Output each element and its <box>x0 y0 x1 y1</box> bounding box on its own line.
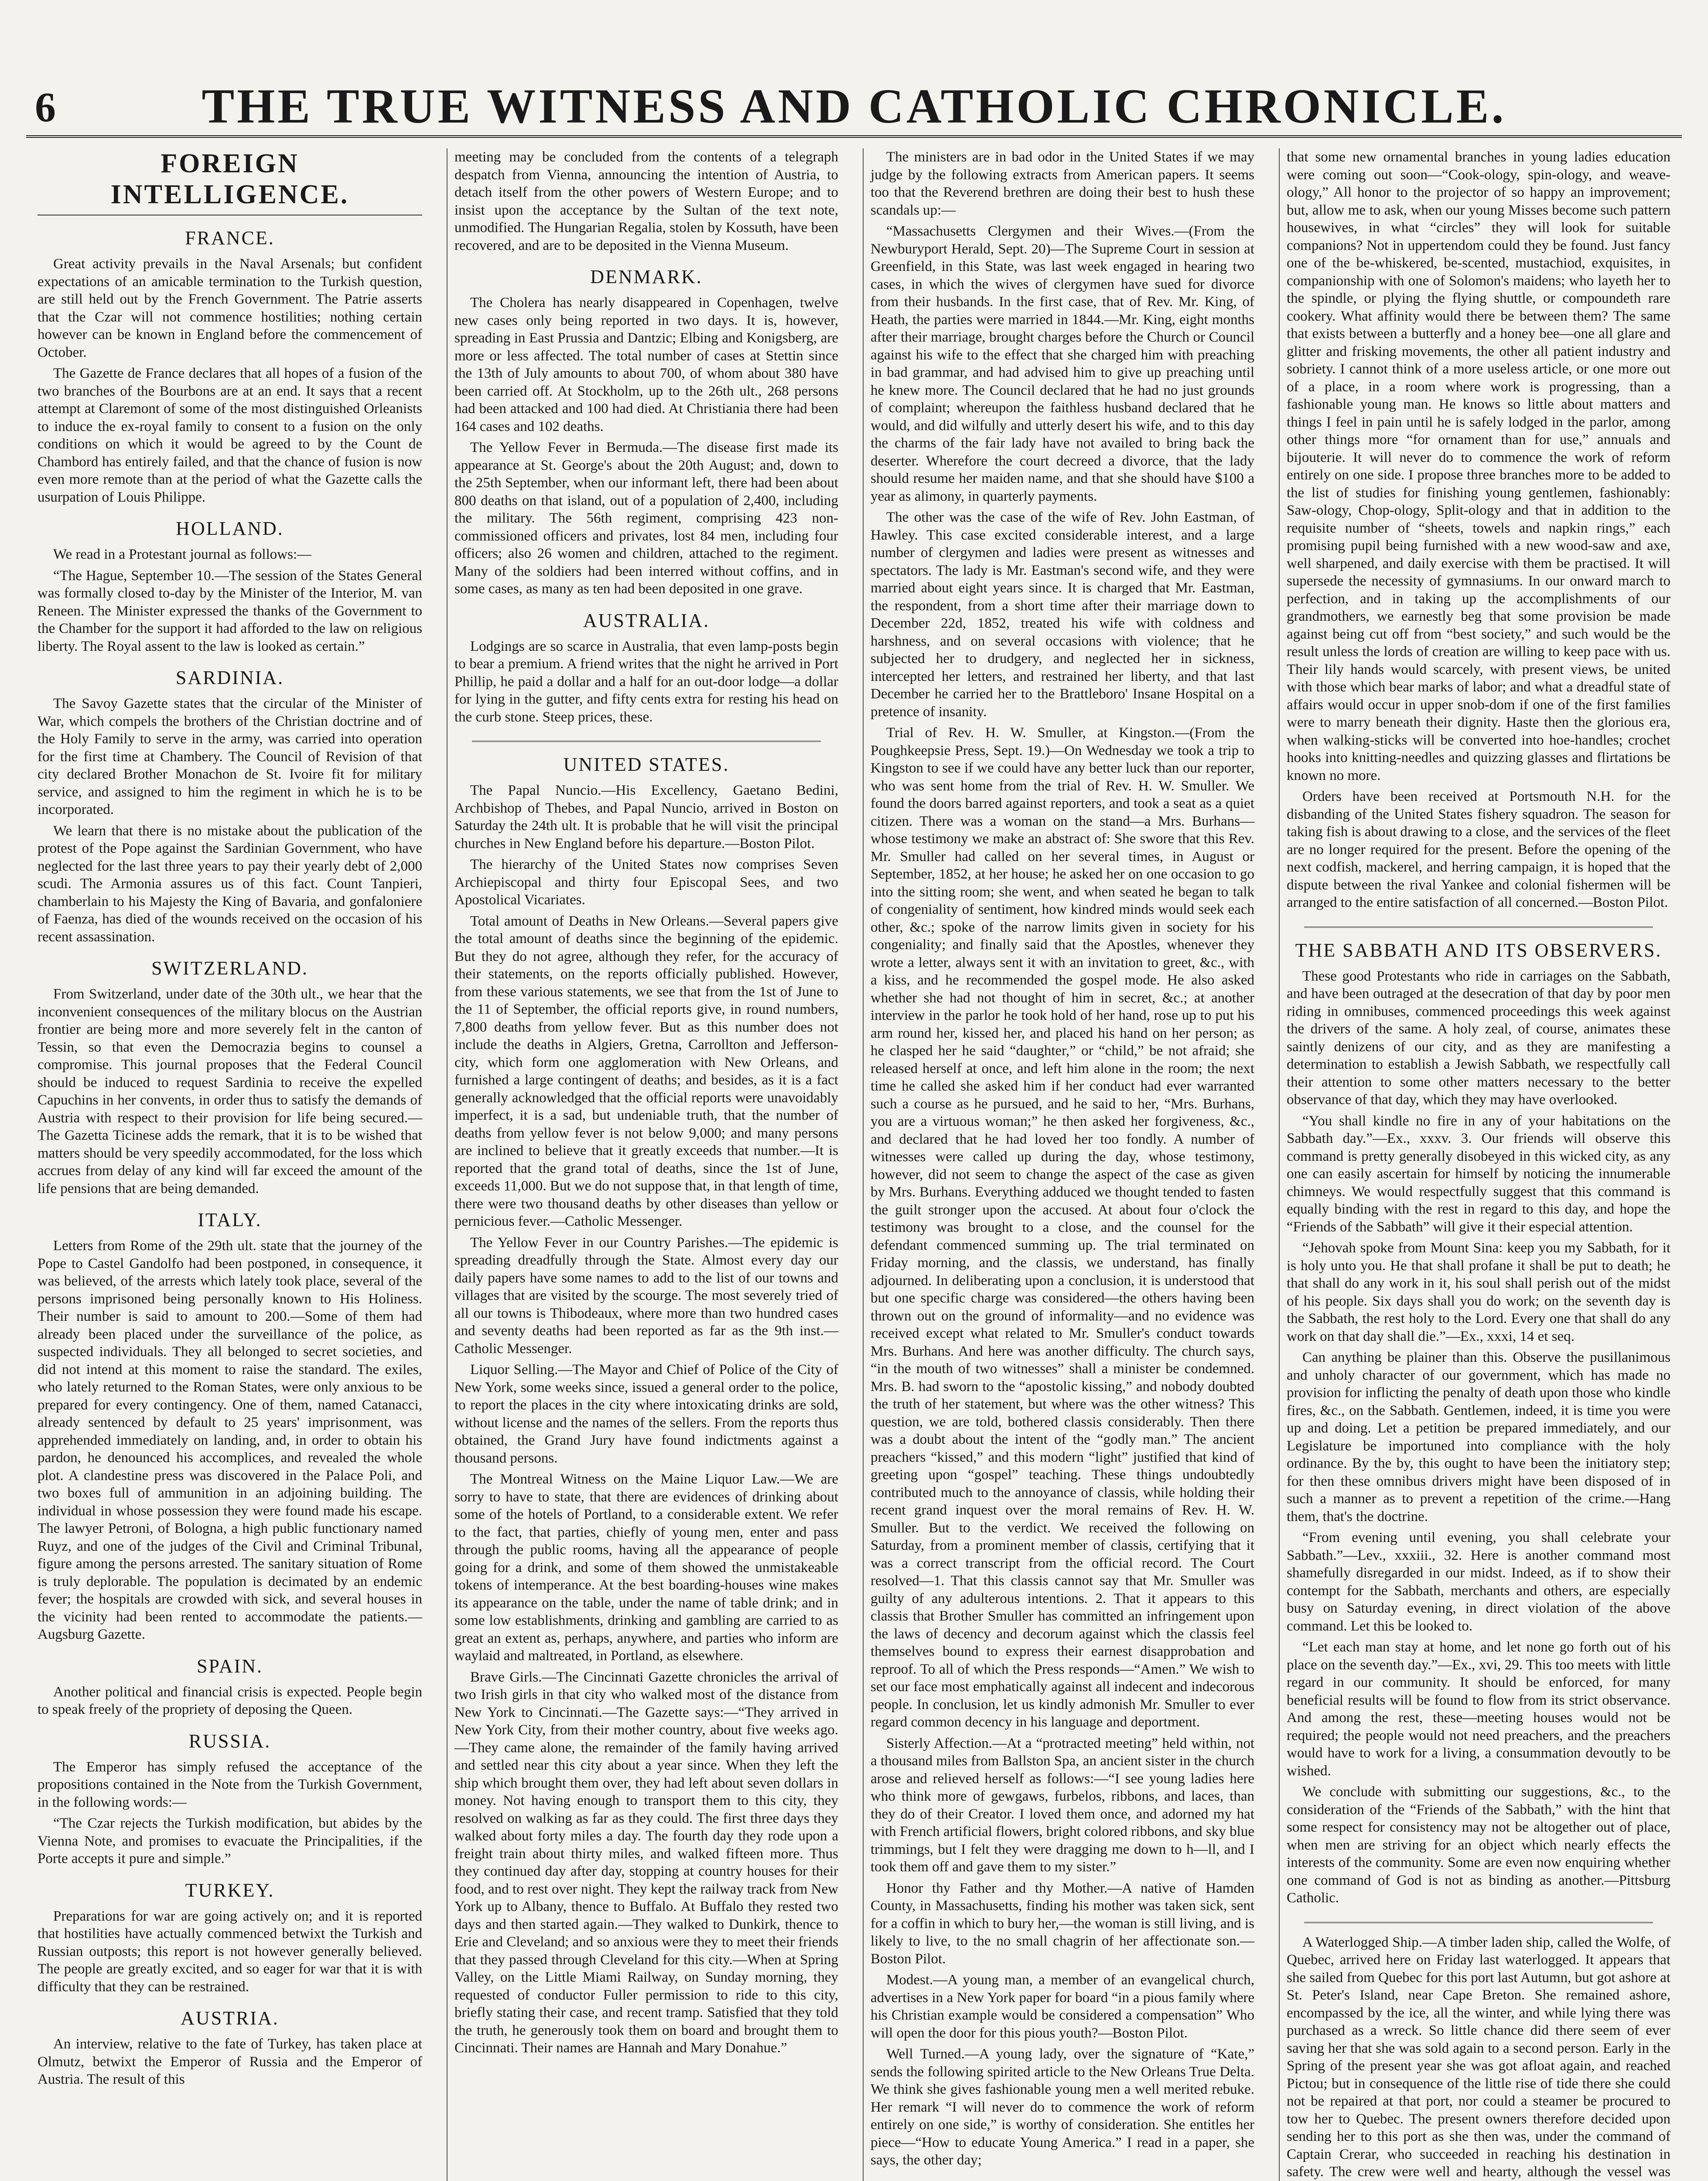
article-paragraph: Well Turned.—A young lady, over the signature of “Kate,” sends the following spirited article to the New Orleans True Delta. We think she gives fashionable young men a well merited rebuke. Her remark “I will never do to commence the work of reform entirely on one side,” is worthy of consideration. She entitles her piece—“How to educate Young America.” I read in a paper, she says, the other day; <box>871 2046 1254 2168</box>
column-2 <box>447 148 845 2181</box>
article-paragraph: An interview, relative to the fate of Turkey, has taken place at Olmutz, betwixt the Emperor of Russia and the Emperor of Austria. The result of this <box>38 2036 422 2087</box>
article-paragraph: “From evening until evening, you shall celebrate your Sabbath.”—Lev., xxxiii., 32. Here is another command most shamefully disregarded in our midst. Indeed, as if to show their contempt for the Sabbath, merchants and others, are especially busy on Saturday evening, in direct violation of the above command. Let this be looked to. <box>1287 1530 1670 1634</box>
article-paragraph: The Emperor has simply refused the acceptance of the propositions contained in the Note from the Turkish Government, in the following words:— <box>38 1759 422 1810</box>
article-paragraph: The Montreal Witness on the Maine Liquor Law.—We are sorry to have to state, that there are evidences of drinking about some of the hotels of Portland, to a considerable extent. We refer to the fact, that parties, chiefly of young men, enter and pass through the public rooms, having all the appearance of people going for a drink, and some of them showed the unmistakeable tokens of intemperance. At the best boarding-houses wine makes its appearance on the table, under the name of table drink; and in some low establishments, drinking and gambling are carried to as great an extent as, perhaps, anywhere, and parties who inform are waylaid and maltreated, in Portland, as elsewhere. <box>454 1471 838 1664</box>
article-paragraph: Lodgings are so scarce in Australia, that even lamp-posts begin to bear a premium. A friend writes that the night he arrived in Port Phillip, he paid a dollar and a half for an out-door lodge—a dollar for lying in the gutter, and fifty cents extra for resting his head on the curb stone. Steep prices, these. <box>454 638 838 725</box>
article-paragraph: Orders have been received at Portsmouth N.H. for the disbanding of the United States fishery squadron. The season for taking fish is about drawing to a close, and the services of the fleet are no longer required for the present. Before the opening of the next codfish, mackerel, and herring campaign, it is hoped that the dispute between the rival Yankee and colonial fishermen will be arranged to the entire satisfaction of all concerned.—Boston Pilot. <box>1287 789 1670 910</box>
article-paragraph: We conclude with submitting our suggestions, &c., to the consideration of the “Friends of the Sabbath,” with the hint that some respect for consistency may not be altogether out of place, when men are striving for an object which nearly effects the interests of the community. Some are even now enquiring whether one command of God is not as binding as another.—Pittsburg Catholic. <box>1287 1784 1670 1906</box>
article-paragraph: The Papal Nuncio.—His Excellency, Gaetano Bedini, Archbishop of Thebes, and Papal Nuncio, arrived in Boston on Saturday the 24th ult. It is probable that he will visit the principal churches in New England before his departure.—Boston Pilot. <box>454 783 838 851</box>
article-paragraph: Another political and financial crisis is expected. People begin to speak freely of the propriety of deposing the Queen. <box>38 1684 422 1717</box>
article-paragraph: The Yellow Fever in our Country Parishes.—The epidemic is spreading dreadfully through the State. Almost every day our daily papers have some names to add to the list of our towns and villages that are visited by the scourge. The most severely tried of all our towns is Thibodeaux, where more than two hundred cases and seventy deaths had been reported as far as the 9th inst.—Catholic Messenger. <box>454 1234 838 1357</box>
article-paragraph: These good Protestants who ride in carriages on the Sabbath, and have been outraged at the desecration of that day by poor men riding in omnibuses, commenced proceedings this week against the drivers of the same. A holy zeal, of course, animates these saintly denizens of our city, and as they are manifesting a determination to establish a Jewish Sabbath, we respectfully call their attention to some other matters necessary to the better observance of that day, which they may have overlooked. <box>1287 968 1670 1108</box>
heading-sardinia: SARDINIA. <box>175 667 284 688</box>
article-paragraph: that some new ornamental branches in young ladies education were coming out soon—“Cook-ology, spin-ology, and weave-ology,” All honor to the projector of so happy an improvement; but, allow me to ask, when our young Misses become such pattern housewives, in what “circles” they will look for suitable companions? Not in uppertendom could they be found. Just fancy one of the be-whiskered, be-scented, mustachiod, exquisites, in companionship with one of Solomon's maidens; who layeth her to the spindle, or plying the flying shuttle, or compoundeth rare cookery. What affinity would there be between them? The same that exists between a butterfly and a honey bee—one all glare and glitter and frisking movements, the other all patient industry and sobriety. I cannot think of a more useless article, or one more out of a place, in a room where work is progressing, than a fashionable young man. He knows so little about matters and things I feel in pain until he is safely lodged in the parlor, among other things more “for ornament than for use,” annuals and bijouterie. It will never do to commence the work of reform entirely on one side. I propose three branches more to be added to the list of studies for finishing young gentlemen, fashionably: Saw-ology, Chop-ology, Split-ology and that in addition to the requisite number of “sheets, towels and napkin rings,” each promising pupil being furnished with a new wood-saw and axe, well sharpened, and daily exercise with them be practised. It will supersede the necessity of gymnasiums. In our onward march to perfection, and in taking up the accomplishments of our grandmothers, we earnestly beg that some provision be made against being cut off from “best society,” and such would be the result unless the lords of creation are willing to keep pace with us. Their lily hands would scarcely, with present views, be united with those which bear marks of labor; and what a dreadful state of affairs would occur in upper snob-dom if one of the first families were to marry beneath their dignity. Haste then the glorious era, when walking-sticks will be converted into hoe-handles; crochet hooks into knitting-needles and quizzing glasses and flirtations be known no more. <box>1287 149 1670 783</box>
column-4 <box>1279 148 1677 2181</box>
article-paragraph: We learn that there is no mistake about the publication of the protest of the Pope against the Sardinian Government, who have neglected for the last three years to pay their yearly debt of 2,000 scudi. The Armonia assures us of this fact. Count Tanpieri, chamberlain to his Majesty the King of Bavaria, and gonfaloniere of Faenza, has died of the wounds received on the occasion of his recent assassination. <box>38 823 422 945</box>
article-paragraph: The ministers are in bad odor in the United States if we may judge by the following extracts from American papers. It seems too that the Reverend brethren are doing their best to hush these scandals up:— <box>871 149 1254 218</box>
heading-turkey: TURKEY. <box>185 1879 275 1901</box>
heading-switzerland: SWITZERLAND. <box>151 957 308 979</box>
article-paragraph: Total amount of Deaths in New Orleans.—Several papers give the total amount of deaths since the beginning of the epidemic. But they do not agree, although they refer, for the accuracy of their statements, on the reports officially published. However, from these various statements, we see that from the 1st of June to the 11 of September, the official reports give, in round numbers, 7,800 deaths from yellow fever. But as this number does not include the deaths in Algiers, Gretna, Carrollton and Jefferson-city, which form one agglomeration with New Orleans, and furnished a large contingent of deaths; and besides, as it is a fact generally acknowledged that the official reports were unavoidably imperfect, it is a sad, but undeniable truth, that the number of deaths from yellow fever is not below 9,000; and many persons are inclined to believe that it greatly exceeds that number.—It is reported that the grand total of deaths, since the 1st of June, exceeds 11,000. But we do not suppose that, in that length of time, there were two thousand deaths by other diseases than yellow or pernicious fever.—Catholic Messenger. <box>454 913 838 1229</box>
article-paragraph: The Cholera has nearly disappeared in Copenhagen, twelve new cases only being reported in two days. It is, however, spreading in East Prussia and Dantzic; Elbing and Konigsberg, are more or less affected. The total number of cases at Stettin since the 13th of July amounts to about 700, of whom about 380 have been carried off. At Stockholm, up to the 26th ult., 268 persons had been attacked and 100 had died. At Christiania there had been 164 cases and 102 deaths. <box>454 295 838 434</box>
article-paragraph: “Massachusetts Clergymen and their Wives.—(From the Newburyport Herald, Sept. 20)—The Supreme Court in session at Greenfield, in this State, was last week engaged in hearing two cases, in which the wives of clergymen have sued for divorce from their husbands. In the first case, that of Rev. Mr. King, of Heath, the parties were married in 1844.—Mr. King, eight months after their marriage, brought charges before the Church or Council against his wife to the effect that she charged him with preaching in bad grammar, and had advised him to give up preaching until he knew more. The Council declared that he had no just grounds of complaint; whereupon the faithless husband declared that he would, and did wilfully and utterly desert his wife, and to this day the charms of the fair lady have not availed to bring back the deserter. Wherefore the court decreed a divorce, that the lady should resume her maiden name, and that she should have $100 a year as alimony, in quarterly payments. <box>871 223 1254 504</box>
section-title-foreign-intelligence: FOREIGN INTELLIGENCE. <box>38 148 422 215</box>
heading-italy: ITALY. <box>198 1209 262 1231</box>
article-paragraph: The hierarchy of the United States now comprises Seven Archiepiscopal and thirty four Episcopal Sees, and two Apostolical Vicariates. <box>454 857 838 908</box>
article-paragraph: “You shall kindle no fire in any of your habitations on the Sabbath day.”—Ex., xxxv. 3. Our friends will observe this command is pretty generally disobeyed in this wicked city, as any one can easily ascertain for himself by noticing the innumerable chimneys. We would respectfully suggest that this command is equally binding with the rest in regard to this day, and hope the “Friends of the Sabbath” will give it their especial attention. <box>1287 1113 1670 1235</box>
article-paragraph: The Savoy Gazette states that the circular of the Minister of War, which compels the brothers of the Christian doctrine and of the Holy Family to serve in the army, was carried into operation for the first time at Chambery. The Council of Revision of that city declared Brother Monachon de St. Ivoire fit for military service, and assigned to him the regiment in which he is to be incorporated. <box>38 696 422 817</box>
article-paragraph: Preparations for war are going actively on; and it is reported that hostilities have actually commenced betwixt the Turkish and Russian outposts; this report is not however generally believed. The people are greatly excited, and so eager for war that it is with difficulty that they can be restrained. <box>38 1908 422 1995</box>
article-paragraph: From Switzerland, under date of the 30th ult., we hear that the inconvenient consequences of the military blocus on the Austrian frontier are being more and more severely felt in the canton of Tessin, so that even the Democrazia begins to counsel a compromise. This journal proposes that the Federal Council should be induced to request Sardinia to receive the expelled Capuchins in her convents, in order thus to satisfy the demands of Austria with respect to their provision for life being secured.—The Gazetta Ticinese adds the remark, that it is to be wished that matters should be very speedily accommodated, for the loss which accrues from delay of any kind will far exceed the amount of the life pensions that are being demanded. <box>38 986 422 1196</box>
article-paragraph: The Yellow Fever in Bermuda.—The disease first made its appearance at St. George's about the 20th August; and, down to the 25th September, when our informant left, there had been about 800 deaths on that island, out of a population of 2,400, including the military. The 56th regiment, comprising 423 non-commissioned officers and privates, lost 84 men, including four officers; also 26 women and children, attached to the regiment. Many of the soldiers had been interred without coffins, and in some cases, as many as ten had been deposited in one grave. <box>454 440 838 597</box>
article-paragraph: Letters from Rome of the 29th ult. state that the journey of the Pope to Castel Gandolfo had been postponed, in consequence, it was believed, of the arrests which lately took place, several of the persons imprisoned being personally known to His Holiness. Their number is said to amount to 200.—Some of them had already been placed under the surveillance of the police, as suspected individuals. They all belonged to secret societies, and did not intend at this moment to raise the standard. The exiles, who lately returned to the Roman States, were only anxious to be prepared for every contingency. One of them, named Catanacci, already sentenced by default to 25 years' imprisonment, was apprehended immediately on landing, and, in order to obtain his pardon, he denounced his accomplices, and revealed the whole plot. A clandestine press was discovered in the Palace Poli, and two boxes full of ammunition in an adjoining building. The individual in whose possession they were found made his escape. The lawyer Petroni, of Bologna, a high public functionary named Ruyz, and one of the judges of the Civil and Criminal Tribunal, figure among the persons arrested. The sanitary situation of Rome is truly deplorable. The population is decimated by an endemic fever; the hospitals are crowded with sick, and several houses in the vicinity had been rented to accommodate the patients.—Augsburg Gazette. <box>38 1238 422 1642</box>
heading-sabbath-observers: THE SABBATH AND ITS OBSERVERS. <box>1295 939 1662 961</box>
heading-france: FRANCE. <box>185 227 275 249</box>
article-paragraph: Sisterly Affection.—At a “protracted meeting” held within, not a thousand miles from Ballston Spa, an ancient sister in the church arose and relieved herself as follows:—“I see young ladies here who think more of gewgaws, furbelos, ribbons, and laces, than they do of their Creator. I loved them once, and adorned my hat with French artificial flowers, bright colored ribbons, and sky blue trimmings, but I felt they were dragging me down to h—ll, and I took them off and gave them to my sister.” <box>871 1735 1254 1875</box>
newspaper-title: THE TRUE WITNESS AND CATHOLIC CHRONICLE. <box>202 79 1506 133</box>
article-paragraph: “Let each man stay at home, and let none go forth out of his place on the seventh day.”—Ex., xvi, 29. This too meets with little regard in our community. It should be enforced, for many beneficial results will be found to flow from its strict observance. And among the rest, these—meeting houses would not be required; the people would not need preachers, and the preachers would have to work for a living, a consummation devoutly to be wished. <box>1287 1639 1670 1779</box>
article-paragraph: “Jehovah spoke from Mount Sina: keep you my Sabbath, for it is holy unto you. He that shall profane it shall be put to death; he that shall do any work in it, his soul shall perish out of the midst of his people. Six days shall you do work; on the seventh day is the Sabbath, the rest holy to the Lord. Every one that shall do any work on that day shall die.”—Ex., xxxi, 14 et seq. <box>1287 1240 1670 1344</box>
article-paragraph: “The Czar rejects the Turkish modification, but abides by the Vienna Note, and promises to evacuate the Principalities, if the Porte accepts it pure and simple.” <box>38 1815 422 1866</box>
article-paragraph: We read in a Protestant journal as follows:— <box>53 547 312 562</box>
heading-denmark: DENMARK. <box>590 266 703 287</box>
page-number: 6 <box>35 84 56 130</box>
article-paragraph: Can anything be plainer than this. Observe the pusillanimous and unholy character of our government, which has made no provision for inflicting the penalty of death upon those who kindle fires, &c., on the Sabbath. Gentlemen, indeed, it is time you were up and doing. Let a petition be prepared immediately, and our Legislature be importuned into compliance with the holy ordinance. By the by, this ought to have been the initiatory step; for then these omnibus drivers might have been disposed of in such a manner as to prevent a repetition of the crime.—Hang them, that's the doctrine. <box>1287 1350 1670 1525</box>
article-paragraph: Liquor Selling.—The Mayor and Chief of Police of the City of New York, some weeks since, issued a general order to the police, to report the places in the city where intoxicating drinks are sold, without license and the names of the sellers. From the reports thus obtained, the Grand Jury have found indictments against a thousand persons. <box>454 1362 838 1466</box>
heading-united-states: UNITED STATES. <box>563 754 730 775</box>
article-paragraph: Great activity prevails in the Naval Arsenals; but confident expectations of an amicable termination to the Turkish question, are still held out by the French Government. The Patrie asserts that the Czar will not commence hostilities; nothing certain however can be known in England before the commencement of October. <box>38 256 422 360</box>
column-3 <box>863 148 1261 2181</box>
heading-austria: AUSTRIA. <box>181 2007 279 2029</box>
article-paragraph: A Waterlogged Ship.—A timber laden ship, called the Wolfe, of Quebec, arrived here on Friday last waterlogged. It appears that she sailed from Quebec for this port last Autumn, but got ashore at St. Peter's Island, near Cape Breton. She remained ashore, encompassed by the ice, all the winter, and while lying there was purchased as a wreck. So little chance did there seem of ever saving her that she was sold again to a second person. Early in the Spring of the present year she was got afloat again, and reached Pictou; but in consequence of the little rise of tide there she could not be repaired at that port, nor could a steamer be procured to tow her to Quebec. The present owners therefore decided upon sending her to this port as she then was, under the command of Captain Crerar, who succeeded in reaching his destination in safety. The crew were well and hearty, although the vessel was <box>1287 1934 1670 2180</box>
section-divider <box>1304 926 1653 928</box>
column-1 <box>31 148 429 2181</box>
masthead <box>26 65 1682 138</box>
article-paragraph: The Gazette de France declares that all hopes of a fusion of the two branches of the Bourbons are at an end. It says that a recent attempt at Claremont of some of the most distinguished Orleanists to induce the ex-royal family to consent to a fusion on the only conditions on which it would be agreed to by the Count de Chambord has entirely failed, and that the chance of fusion is now even more remote than at the period of what the Gazette calls the usurpation of Louis Philippe. <box>38 366 422 505</box>
heading-russia: RUSSIA. <box>188 1730 271 1752</box>
heading-australia: AUSTRALIA. <box>583 609 710 631</box>
heading-holland: HOLLAND. <box>176 518 284 539</box>
heading-spain: SPAIN. <box>196 1655 263 1677</box>
section-divider <box>1304 1922 1653 1923</box>
article-paragraph: meeting may be concluded from the contents of a telegraph despatch from Vienna, announcing the intention of Austria, to detach itself from the other powers of Western Europe; and to insist upon the acceptance by the Sultan of the text note, unmodified. The Hungarian Regalia, stolen by Kossuth, have been recovered, and are to be deposited in the Vienna Museum. <box>454 149 838 253</box>
article-paragraph: The other was the case of the wife of Rev. John Eastman, of Hawley. This case excited considerable interest, and a large number of clergymen and ladies were present as witnesses and spectators. The lady is Mr. Eastman's second wife, and they were married about eight years since. It is charged that Mr. Eastman, the respondent, from a short time after their marriage down to December 22d, 1852, treated his wife with coldness and harshness, and on several occasions with violence; that he subjected her to drudgery, and neglected her in sickness, intercepted her letters, and restrained her liberty, and that last December he carried her to the Brattleboro' Insane Hospital on a pretence of insanity. <box>871 509 1254 720</box>
article-columns <box>31 148 1677 2181</box>
article-paragraph: Trial of Rev. H. W. Smuller, at Kingston.—(From the Poughkeepsie Press, Sept. 19.)—On Wednesday we took a trip to Kingston to see if we could have any better luck than our reporter, who was sent home from the trial of Rev. H. W. Smuller. We found the doors barred against reporters, and took a seat as a quiet citizen. There was a woman on the stand—a Mrs. Burhans—whose testimony we make an abstract of: She swore that this Rev. Mr. Smuller had called on her several times, in August or September, 1852, at her house; he asked her on one occasion to go into the sitting room; she went, and when seated he began to talk of congeniality of sentiment, how kindred minds would seek each other, &c.; spoke of the narrow limits given in society for his congeniality; and finally said that the Apostles, whenever they wrote a letter, always sent it with an invitation to greet, &c., with a kiss, and he recommended the gospel mode. He also asked whether she had not thought of him in secret, &c.; at another interview in the parlor he took hold of her hand, rose up to put his arm round her, kissed her, and placed his hand on her person; as he clasped her he said “daughter,” or “child,” be not afraid; she released herself at once, and left him alone in the room; the next time he called she asked him if her conduct had ever warranted such a course as he pursued, and he said to her, “Mrs. Burhans, you are a virtuous woman;” he then asked her forgiveness, &c., and declared that he had loved her too fondly. A number of witnesses were called up during the day, whose testimony, however, did not seem to change the aspect of the case as given by Mrs. Burhans. Everything adduced we thought tended to fasten the guilt stronger upon the accused. At about four o'clock the testimony was brought to a close, and the counsel for the defendant commenced summing up. The trial terminated on Friday morning, and the classis, we understand, has finally adjourned. In deliberating upon a conclusion, it is understood that but one specific charge was considered—the others having been thrown out on the ground of informality—and no evidence was received except what related to Mr. Smuller's conduct towards Mrs. Burhans. And here was another difficulty. The church says, “in the mouth of two witnesses” shall a minister be condemned. Mrs. B. had sworn to the “apostolic kissing,” and nobody doubted the truth of her statement, but where was the other witness? This question, we are told, bothered classis considerably. Then there was a doubt about the intent of the “godly man.” The ancient preachers “kissed,” and this modern “light” justified that kind of greeting upon “gospel” teaching. These things undoubtedly contributed much to the annoyance of classis, while holding their recent grand inquest over the moral remains of Rev. H. W. Smuller. But to the verdict. We received the following on Saturday, from a prominent member of classis, certifying that it was a correct transcript from the official record. The Court resolved—1. That this classis cannot say that Mr. Smuller was guilty of any adulterous intentions. 2. That it appears to this classis that Brother Smuller has committed an infringement upon the laws of decency and decorum against which the classis feel themselves bound to express their earnest disapprobation and reproof. To all of which the Press responds—“Amen.” We wish to set our face most emphatically against all indecent and indecorous people. In conclusion, let us kindly admonish Mr. Smuller to ever regard common decency in his language and deportment. <box>871 725 1254 1730</box>
article-paragraph: Honor thy Father and thy Mother.—A native of Hamden County, in Massachusetts, finding his mother was taken sick, sent for a coffin in which to bury her,—the woman is still living, and is likely to live, to the no small chagrin of her affectionate son.—Boston Pilot. <box>871 1880 1254 1967</box>
article-paragraph: “The Hague, September 10.—The session of the States General was formally closed to-day by the Minister of the Interior, M. van Reneen. The Minister expressed the thanks of the Government to the Chamber for the support it had afforded to the law on religious liberty. The Royal assent to the law is looked as certain.” <box>38 567 422 654</box>
article-paragraph: Modest.—A young man, a member of an evangelical church, advertises in a New York paper for board “in a pious family where his Christian example would be considered a compensation” Who will open the door for this pious youth?—Boston Pilot. <box>871 1972 1254 2041</box>
section-divider <box>472 741 821 742</box>
article-paragraph: Brave Girls.—The Cincinnati Gazette chronicles the arrival of two Irish girls in that city who walked most of the distance from New York to Cincinnati.—The Gazette says:—“They arrived in New York City, from their mother country, about five weeks ago.—They came alone, the remainder of the family having arrived and settled near this city about a year since. When they left the ship which brought them over, they had left about seven dollars in money. Not having enough to transport them to this city, they resolved on walking as far as they could. The first three days they walked about forty miles a day. The fourth day they rode upon a freight train about thirty miles, and walked fifteen more. Thus they continued day after day, stopping at country houses for their food, and to rest over night. They kept the railway track from New York up to Albany, thence to Buffalo. At Buffalo they rested two days and then started again.—They walked to Dunkirk, thence to Erie and Cleveland; and so anxious were they to meet their friends that they passed through Cleveland for this city.—When at Spring Valley, on the Little Miami Railway, on Sunday morning, they requested of conductor Fuller permission to ride to this city, briefly stating their case, and recent tramp. Satisfied that they told the truth, he generously took them on board and brought them to Cincinnati. Their names are Hannah and Mary Donahue.” <box>454 1669 838 2056</box>
